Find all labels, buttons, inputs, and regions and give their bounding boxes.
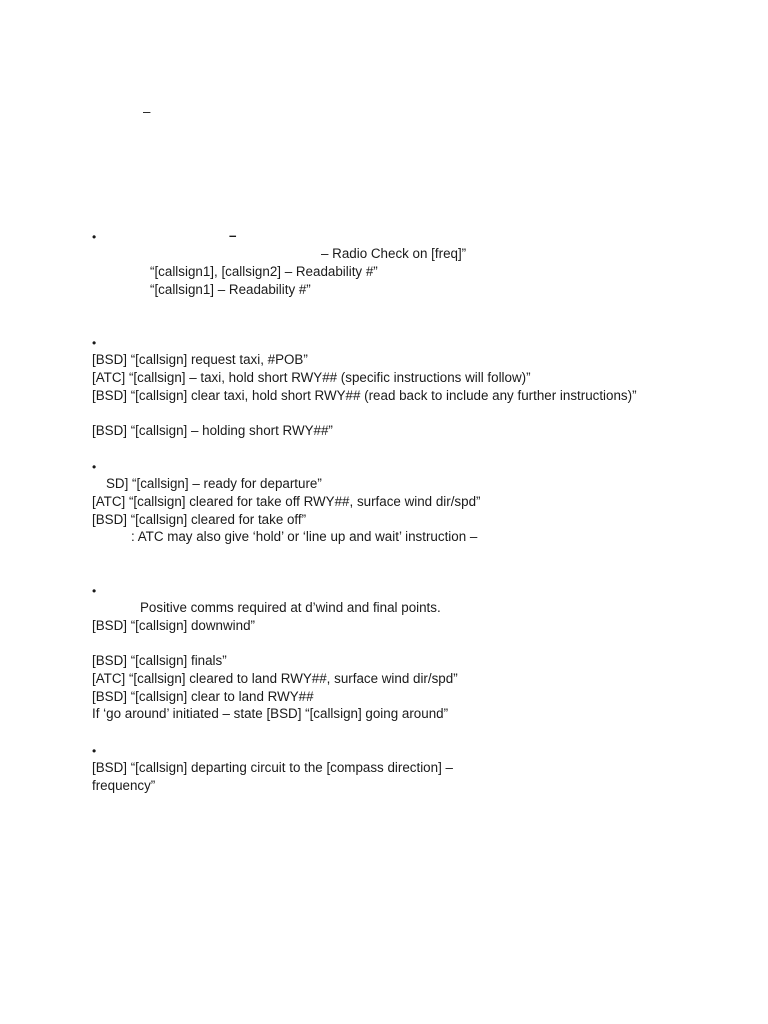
header-dash: – [143,104,151,119]
bullet-taxi: • [92,336,97,350]
circuit-line-6: If ‘go around’ initiated – state [BSD] “[callsign] going around” [92,706,449,721]
radio-check-heading-dash: – [229,228,237,243]
departing-circuit-line-2: frequency” [92,778,156,793]
departure-note: : ATC may also give ‘hold’ or ‘line up and wait’ instruction – [131,529,478,544]
bullet-departing-circuit: • [92,744,97,758]
circuit-line-5: [BSD] “[callsign] clear to land RWY## [92,689,314,704]
radio-check-line-3: “[callsign1] – Readability #” [150,282,311,297]
departure-line-1: SD] “[callsign] – ready for departure” [106,476,322,491]
bullet-radio-check: • [92,230,97,244]
taxi-line-4: [BSD] “[callsign] – holding short RWY##” [92,423,333,438]
taxi-line-2: [ATC] “[callsign] – taxi, hold short RWY## (specific instructions will follow)” [92,370,531,385]
circuit-line-1: Positive comms required at d’wind and final points. [140,600,441,615]
taxi-line-1: [BSD] “[callsign] request taxi, #POB” [92,352,308,367]
radio-check-line-1: – Radio Check on [freq]” [321,246,467,261]
circuit-line-3: [BSD] “[callsign] finals” [92,653,227,668]
departure-line-3: [BSD] “[callsign] cleared for take off” [92,512,307,527]
circuit-line-2: [BSD] “[callsign] downwind” [92,618,255,633]
radio-check-line-2: “[callsign1], [callsign2] – Readability #” [150,264,378,279]
departing-circuit-line-1: [BSD] “[callsign] departing circuit to the [compass direction] – [92,760,453,775]
departure-line-2: [ATC] “[callsign] cleared for take off RWY##, surface wind dir/spd” [92,494,481,509]
taxi-line-3: [BSD] “[callsign] clear taxi, hold short RWY## (read back to include any further instructions)” [92,388,637,403]
circuit-line-4: [ATC] “[callsign] cleared to land RWY##, surface wind dir/spd” [92,671,458,686]
bullet-departure: • [92,460,97,474]
bullet-circuit: • [92,584,97,598]
